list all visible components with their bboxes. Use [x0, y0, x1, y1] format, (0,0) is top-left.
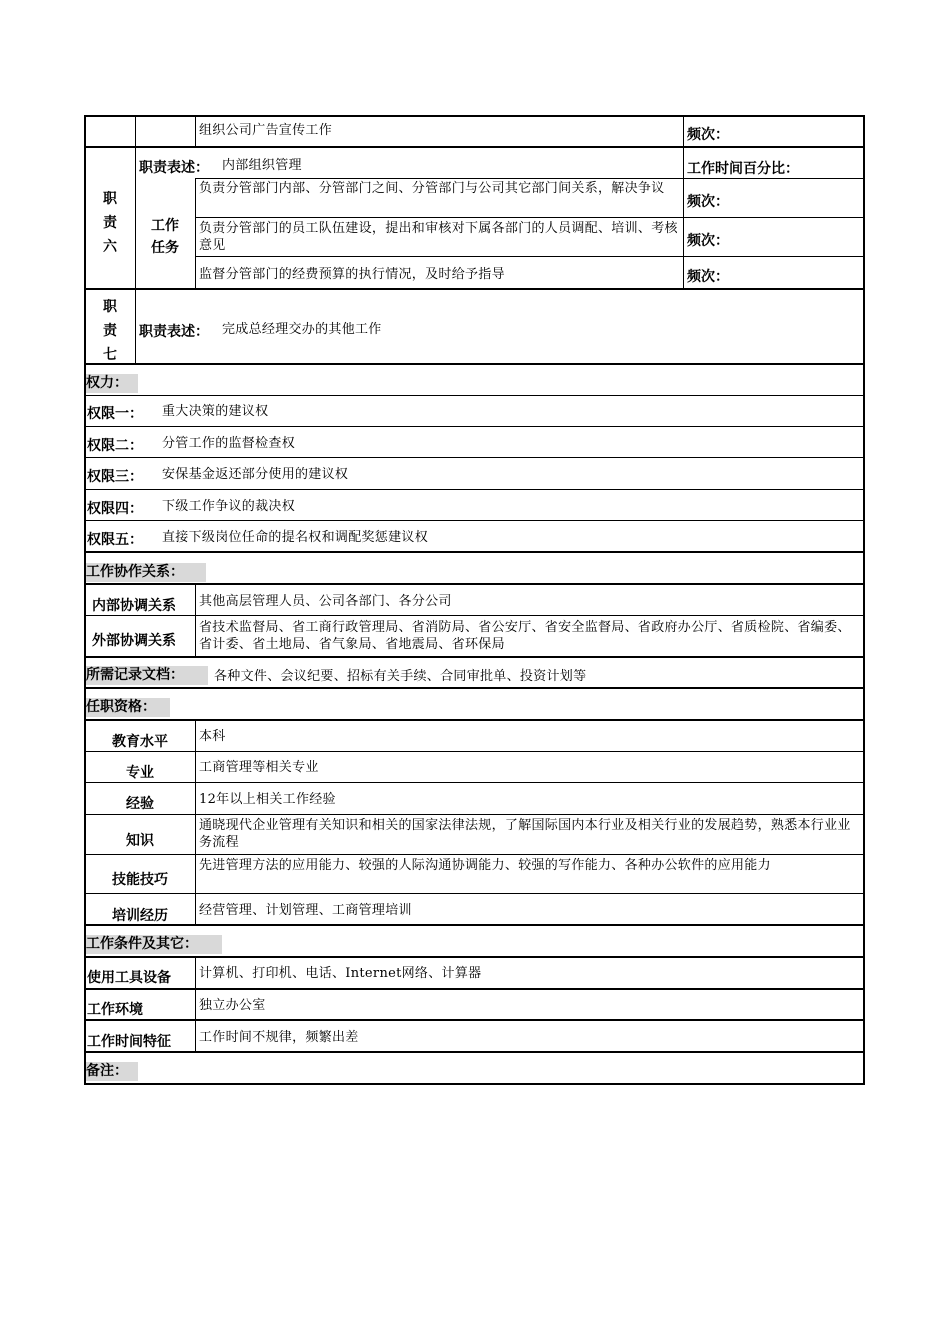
qualification-text-6: 经营管理、计划管理、工商管理培训 [199, 903, 412, 918]
power-text-5: 直接下级岗位任命的提名权和调配奖惩建议权 [162, 530, 429, 545]
conditions-label-2: 工作环境 [87, 1002, 143, 1018]
duty7-label-text: 职责七 [103, 299, 117, 363]
qualification-text-2: 工商管理等相关专业 [199, 760, 319, 775]
conditions-text-3: 工作时间不规律，频繁出差 [199, 1030, 359, 1045]
duty5-task: 组织公司广告宣传工作 [199, 123, 333, 138]
power-label-3: 权限三： [87, 469, 143, 485]
duty6-label-text: 职责六 [103, 191, 117, 255]
power-text-3: 安保基金返还部分使用的建议权 [162, 467, 349, 482]
external-relations: 省技术监督局、省工商行政管理局、省消防局、省公安厅、省安全监督局、省政府办公厅、省质检院、省编委、省计委、省土地局、省气象局、省地震局、省环保局 [199, 620, 851, 652]
power-label-4: 权限四： [87, 501, 143, 517]
qualification-text-4: 通晓现代企业管理有关知识和相关的国家法律法规，了解国际国内本行业及相关行业的发展趋势，熟悉本行业业务流程 [199, 818, 851, 850]
qualification-header: 任职资格： [86, 698, 170, 717]
qualification-label-2: 专业 [126, 765, 154, 781]
duty6-tasks-label-text: 工作任务 [151, 218, 179, 256]
power-label-1: 权限一： [87, 406, 143, 422]
conditions-label-1: 使用工具设备 [87, 970, 171, 986]
qualification-label-3: 经验 [126, 796, 154, 812]
power-text-1: 重大决策的建议权 [162, 404, 269, 419]
duty6-task-1-frequency: 频次： [687, 194, 729, 210]
conditions-label-3: 工作时间特征 [87, 1034, 171, 1050]
duty7-desc-label: 职责表述： [139, 324, 209, 340]
power-header: 权力： [86, 374, 138, 393]
power-label-2: 权限二： [87, 438, 143, 454]
duty6-task-2: 负责分管部门的员工队伍建设，提出和审核对下属各部门的人员调配、培训、考核意见 [199, 221, 678, 253]
records-label: 所需记录文档： [86, 666, 208, 685]
duty6-time-percent-label: 工作时间百分比： [687, 161, 799, 177]
internal-relations-label: 内部协调关系 [92, 598, 176, 614]
duty6-desc-label: 职责表述： [139, 160, 209, 176]
qualification-text-5: 先进管理方法的应用能力、较强的人际沟通协调能力、较强的写作能力、各种办公软件的应用能力 [199, 858, 771, 873]
remarks-label: 备注： [86, 1062, 138, 1081]
duty6-desc: 内部组织管理 [222, 158, 302, 173]
qualification-label-5: 技能技巧 [112, 872, 168, 888]
qualification-text-1: 本科 [199, 729, 226, 744]
duty6-tasks-label [144, 215, 186, 259]
duty6-task-3: 监督分管部门的经费预算的执行情况，及时给予指导 [199, 267, 505, 282]
conditions-text-2: 独立办公室 [199, 998, 266, 1013]
external-relations-label: 外部协调关系 [92, 633, 176, 649]
internal-relations: 其他高层管理人员、公司各部门、各分公司 [199, 594, 452, 609]
duty6-task-2-frequency: 频次： [687, 233, 729, 249]
qualification-text-3: 12年以上相关工作经验 [199, 792, 336, 807]
power-text-2: 分管工作的监督检查权 [162, 436, 296, 451]
duty6-label [96, 187, 124, 259]
qualification-label-1: 教育水平 [112, 734, 168, 750]
qualification-label-4: 知识 [126, 833, 154, 849]
conditions-header: 工作条件及其它： [86, 935, 222, 954]
conditions-text-1: 计算机、打印机、电话、Internet网络、计算器 [199, 966, 482, 981]
power-label-5: 权限五： [87, 532, 143, 548]
duty6-task-3-frequency: 频次： [687, 269, 729, 285]
power-text-4: 下级工作争议的裁决权 [162, 499, 296, 514]
duty5-frequency-label: 频次： [687, 127, 729, 143]
relations-header: 工作协作关系： [86, 563, 206, 582]
qualification-label-6: 培训经历 [112, 908, 168, 924]
duty6-task-1: 负责分管部门内部、分管部门之间、分管部门与公司其它部门间关系，解决争议 [199, 181, 665, 196]
duty7-desc: 完成总经理交办的其他工作 [222, 322, 382, 337]
duty7-label [96, 295, 124, 367]
records-text: 各种文件、会议纪要、招标有关手续、合同审批单、投资计划等 [214, 669, 587, 684]
